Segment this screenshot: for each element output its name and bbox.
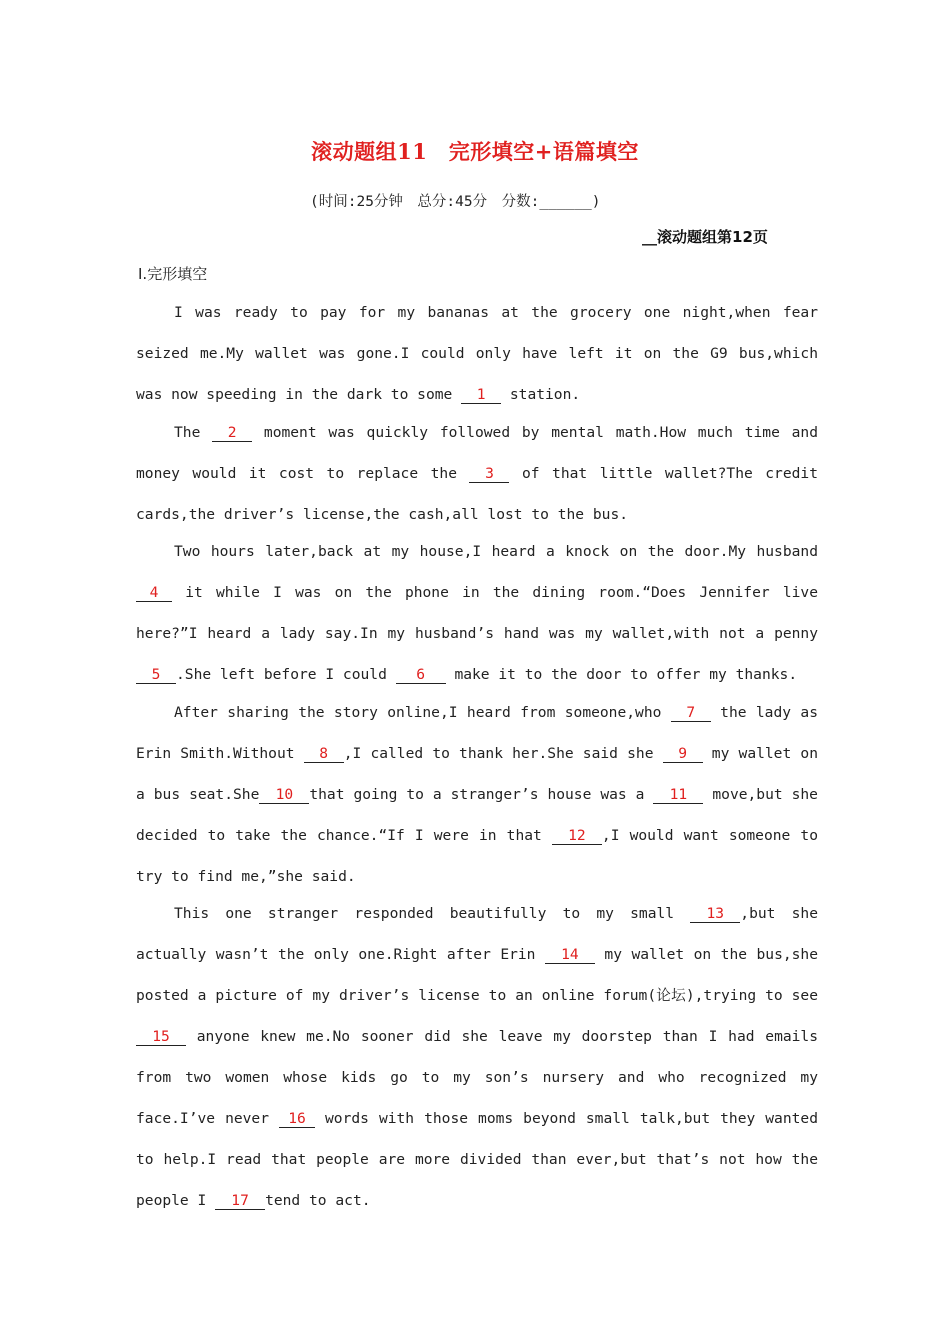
paragraph-text: ,but she actually wasn’t the only one.Right after Erin [136, 905, 818, 963]
blank-8: 8 [304, 745, 344, 763]
paragraph-text: anyone knew me.No sooner did she leave my doorstep than I had emails from two women whose kids go to my son’s nursery and who recognized my face.I’ve never [136, 1028, 818, 1127]
paragraph-text: After sharing the story online,I heard from someone,who [174, 703, 671, 721]
blank-10: 10 [259, 786, 309, 804]
page-title: 滚动题组11 完形填空+语篇填空 [311, 139, 639, 164]
blank-15: 15 [136, 1028, 186, 1046]
paragraph-text: Two hours later,back at my house,I heard a knock on the door.My husband [174, 543, 818, 560]
paragraph-text: of that little wallet?The credit cards,the driver’s license,the cash,all lost to the bus. [136, 464, 818, 523]
page-reference: __滚动题组第12页 [642, 228, 768, 246]
paragraph-text: moment was quickly followed by mental math.How much time and money would it cost to replace the [136, 423, 818, 482]
blank-9: 9 [663, 745, 703, 763]
paragraph-1 [136, 292, 818, 415]
paragraph-4 [136, 692, 818, 897]
blank-2: 2 [212, 424, 252, 442]
paragraph-text: move,but she decided to take the chance.“If I were in that [136, 785, 818, 844]
paragraph-text: make it to the door to offer my thanks. [445, 666, 798, 683]
paragraph-text: ,I called to thank her.She said she [343, 744, 663, 762]
blank-12: 12 [552, 827, 602, 845]
paragraph-text: tend to act. [265, 1192, 371, 1209]
blank-17: 17 [215, 1192, 265, 1210]
paragraph-text: station. [501, 386, 581, 403]
time-score-line: (时间:25分钟 总分:45分 分数:______) [310, 194, 601, 210]
paragraph-text: it while I was on the phone in the dining room.“Does Jennifer live here?”I heard a lady say.In my husband’s hand was my wallet,with not a penny [136, 584, 818, 642]
paragraph-text: .She left before I could [176, 666, 396, 683]
blank-5: 5 [136, 666, 176, 684]
paragraph-3 [136, 531, 818, 695]
blank-14: 14 [545, 946, 595, 964]
paragraph-text: ,I would want someone to try to find me,”she said. [136, 826, 818, 885]
blank-13: 13 [690, 905, 740, 923]
section-heading: Ⅰ.完形填空 [138, 265, 208, 283]
paragraph-text: I was ready to pay for my bananas at the grocery one night,when fear seized me.My wallet was gone.I could only have left it on the G9 bus,which was now speeding in the dark to some [136, 304, 818, 403]
paragraph-2 [136, 412, 818, 535]
paragraph-text: that going to a stranger’s house was a [309, 785, 654, 803]
blank-1: 1 [461, 386, 501, 404]
paragraph-text: the lady as Erin Smith.Without [136, 703, 818, 762]
blank-4: 4 [136, 584, 172, 602]
blank-11: 11 [653, 786, 703, 804]
paragraph-text: words with those moms beyond small talk,but they wanted to help.I read that people are more divided than ever,but that’s not how the people I [136, 1110, 818, 1209]
cloze-passage [136, 292, 818, 1218]
paragraph-5 [136, 893, 818, 1221]
paragraph-text: This one stranger responded beautifully to my small [174, 905, 691, 922]
paragraph-text: The [174, 423, 213, 441]
paragraph-text: my wallet on the bus,she posted a picture of my driver’s license to an online forum(论坛),trying to see [136, 946, 818, 1004]
blank-7: 7 [671, 704, 711, 722]
blank-16: 16 [279, 1110, 315, 1128]
blank-6: 6 [396, 666, 446, 684]
blank-3: 3 [469, 465, 509, 483]
paragraph-text: my wallet on a bus seat.She [136, 744, 818, 803]
